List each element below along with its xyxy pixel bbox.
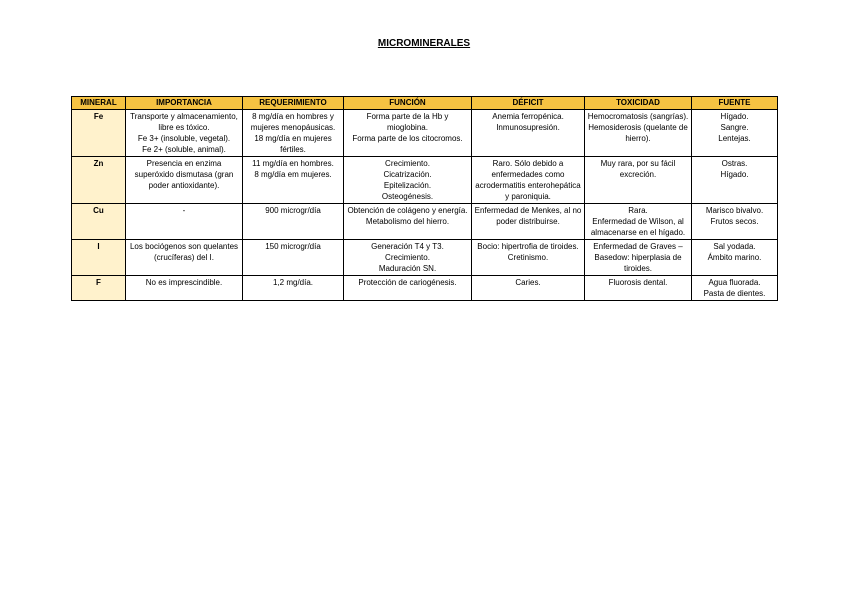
cell-line: Ostras.: [721, 159, 748, 168]
cell-line: Forma parte de los citocromos.: [352, 134, 463, 143]
page-title: MICROMINERALES: [377, 38, 471, 49]
table-row: [72, 276, 778, 301]
cell-funcion: [344, 204, 472, 240]
header-mineral: MINERAL: [72, 97, 126, 110]
cell-toxicidad: [585, 204, 692, 240]
microminerals-table: [71, 96, 778, 301]
cell-mineral: Fe: [72, 110, 126, 157]
cell-line: Frutos secos.: [710, 217, 759, 226]
cell-deficit: [472, 204, 585, 240]
cell-importancia: [126, 204, 243, 240]
cell-line: Cretinismo.: [507, 253, 549, 262]
cell-deficit: [472, 240, 585, 276]
cell-line: Crecimiento.: [385, 159, 430, 168]
table-row: [72, 204, 778, 240]
cell-line: Crecimiento.: [385, 253, 430, 262]
cell-importancia: [126, 157, 243, 204]
cell-line: Osteogénesis.: [381, 192, 434, 201]
cell-fuente: [692, 276, 778, 301]
cell-line: Fluorosis dental.: [608, 278, 668, 287]
cell-line: Generación T4 y T3.: [371, 242, 444, 251]
cell-line: Fe 3+ (insoluble, vegetal).: [137, 134, 231, 143]
cell-line: Hígado.: [720, 112, 749, 121]
header-funcion: FUNCIÓN: [344, 97, 472, 110]
cell-line: 11 mg/día en hombres.: [252, 159, 334, 168]
cell-toxicidad: [585, 157, 692, 204]
cell-deficit: [472, 157, 585, 204]
cell-importancia: [126, 240, 243, 276]
cell-line: 1,2 mg/día.: [272, 278, 314, 287]
cell-line: Protección de cariogénesis.: [358, 278, 457, 287]
cell-line: Enfermedad de Menkes, al no poder distribuirse.: [474, 206, 582, 226]
cell-line: Marisco bivalvo.: [705, 206, 764, 215]
cell-line: Inmunosupresión.: [496, 123, 560, 132]
cell-importancia: [126, 110, 243, 157]
cell-importancia: [126, 276, 243, 301]
table-row: [72, 110, 778, 157]
cell-mineral: Zn: [72, 157, 126, 204]
cell-line: Cicatrización.: [383, 170, 432, 179]
cell-fuente: [692, 204, 778, 240]
cell-line: No es imprescindible.: [145, 278, 223, 287]
cell-funcion: [344, 157, 472, 204]
cell-line: Forma parte de la Hb y mioglobina.: [366, 112, 449, 132]
cell-line: Rara.: [628, 206, 648, 215]
cell-line: Sangre.: [720, 123, 749, 132]
cell-line: Hemosiderosis (quelante de hierro).: [588, 123, 688, 143]
cell-requerimiento: [243, 157, 344, 204]
cell-line: Anemia ferropénica.: [492, 112, 564, 121]
cell-requerimiento: [243, 204, 344, 240]
cell-funcion: [344, 276, 472, 301]
cell-fuente: [692, 240, 778, 276]
cell-line: Enfermedad de Wilson, al almacenarse en el hígado.: [590, 217, 686, 237]
header-fuente: FUENTE: [692, 97, 778, 110]
cell-line: Lentejas.: [718, 134, 751, 143]
table-row: [72, 157, 778, 204]
cell-line: Obtención de colágeno y energía.: [347, 206, 468, 215]
cell-requerimiento: [243, 276, 344, 301]
cell-requerimiento: [243, 240, 344, 276]
header-deficit: DÉFICIT: [472, 97, 585, 110]
cell-line: Hemocromatosis (sangrías).: [587, 112, 689, 121]
cell-line: Metabolismo del hierro.: [365, 217, 450, 226]
cell-line: Bocio: hipertrofia de tiroides.: [477, 242, 579, 251]
cell-funcion: [344, 240, 472, 276]
cell-line: Presencia en enzima superóxido dismutasa (gran poder antioxidante).: [134, 159, 234, 190]
cell-mineral: Cu: [72, 204, 126, 240]
cell-line: 150 microgr/día: [265, 242, 321, 251]
cell-line: Muy rara, por su fácil excreción.: [600, 159, 676, 179]
cell-line: Sal yodada.: [713, 242, 756, 251]
cell-line: Los bociógenos son quelantes (crucíferas) del I.: [129, 242, 239, 262]
cell-line: Hígado.: [720, 170, 749, 179]
cell-line: Enfermedad de Graves – Basedow: hiperplasia de tiroides.: [593, 242, 683, 273]
cell-toxicidad: [585, 240, 692, 276]
cell-mineral: F: [72, 276, 126, 301]
cell-line: 18 mg/día en mujeres fértiles.: [254, 134, 332, 154]
cell-requerimiento: [243, 110, 344, 157]
cell-deficit: [472, 276, 585, 301]
table-row: [72, 240, 778, 276]
cell-line: Agua fluorada.: [708, 278, 761, 287]
table-header-row: [72, 97, 778, 110]
header-importancia: IMPORTANCIA: [126, 97, 243, 110]
cell-line: Epitelización.: [383, 181, 432, 190]
cell-line: Transporte y almacenamiento, libre es tóxico.: [130, 112, 238, 132]
cell-line: -: [182, 206, 186, 215]
cell-fuente: [692, 157, 778, 204]
cell-line: Pasta de dientes.: [703, 289, 766, 298]
cell-toxicidad: [585, 276, 692, 301]
cell-line: Ámbito marino.: [707, 253, 762, 262]
header-toxicidad: TOXICIDAD: [585, 97, 692, 110]
header-requerimiento: REQUERIMIENTO: [243, 97, 344, 110]
cell-mineral: I: [72, 240, 126, 276]
cell-toxicidad: [585, 110, 692, 157]
cell-line: 900 microgr/día: [265, 206, 321, 215]
cell-line: Caries.: [515, 278, 541, 287]
cell-line: Raro. Sólo debido a enfermedades como acrodermatitis enterohepática y paroniquia.: [475, 159, 581, 201]
cell-line: Maduración SN.: [378, 264, 437, 273]
cell-line: 8 mg/día em mujeres.: [254, 170, 332, 179]
cell-deficit: [472, 110, 585, 157]
cell-fuente: [692, 110, 778, 157]
cell-line: 8 mg/día en hombres y mujeres menopáusicas.: [250, 112, 336, 132]
cell-funcion: [344, 110, 472, 157]
cell-line: Fe 2+ (soluble, animal).: [142, 145, 226, 154]
